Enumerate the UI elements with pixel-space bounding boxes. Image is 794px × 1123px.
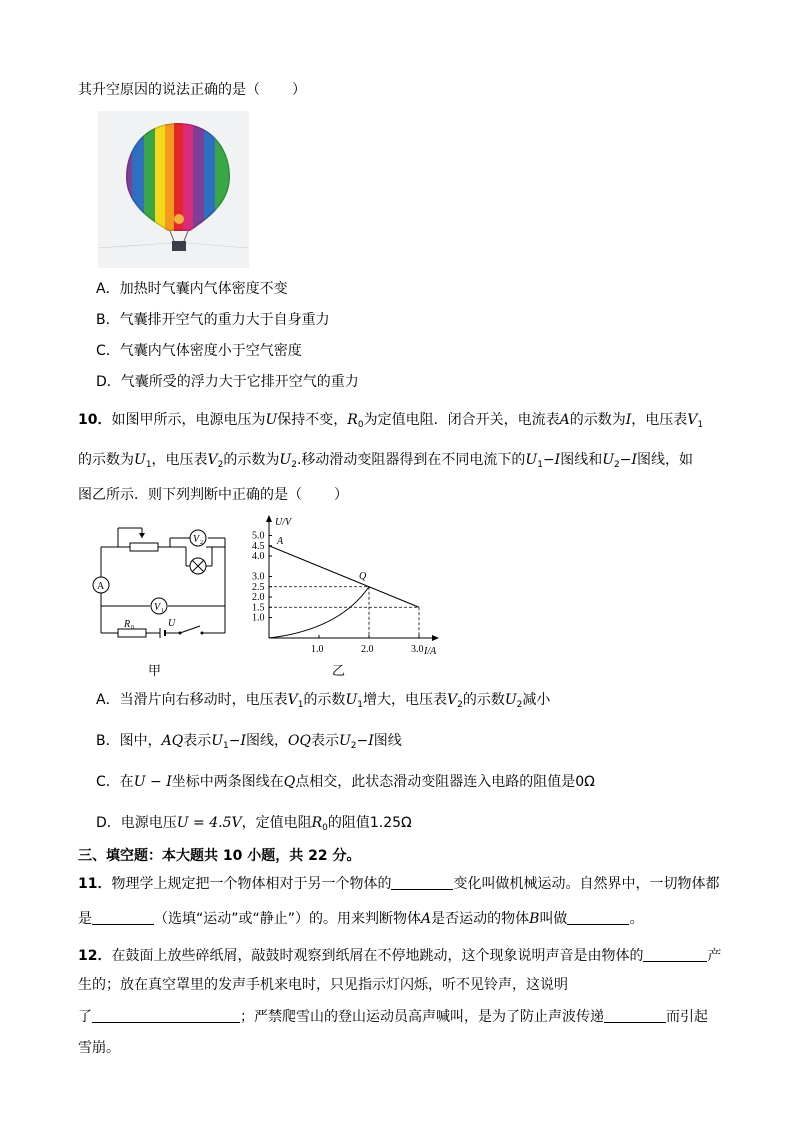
q10-option-b[interactable]: B．图中，AQ表示$U_1-I$图线，OQ表示$U_2-I$图线 bbox=[96, 733, 402, 751]
y-tick-label: 4.5 bbox=[252, 540, 265, 552]
q12-line3: 了 ；严禁爬雪山的登山运动员高声喊叫，是为了防止声波传递 而引起 bbox=[78, 1006, 708, 1027]
q9-option-c[interactable]: C．气囊内气体密度小于空气密度 bbox=[96, 343, 302, 359]
q10-option-a[interactable]: A．当滑片向右移动时，电压表$V_1$的示数$U_1$增大，电压表$V_2$的示数$U_2$减小 bbox=[96, 692, 551, 710]
section-heading: 三、填空题：本大题共 10 小题，共 22 分。 bbox=[78, 848, 361, 864]
circuit-v2-sub: 2 bbox=[200, 540, 203, 546]
q9-stem: 其升空原因的说法正确的是（ ） bbox=[78, 82, 306, 98]
circuit-r0-label: R bbox=[124, 619, 131, 630]
ui-graph bbox=[242, 514, 452, 664]
q12-line4: 雪崩。 bbox=[78, 1040, 120, 1056]
q9-option-b[interactable]: B．气囊排开空气的重力大于自身重力 bbox=[96, 312, 330, 328]
y-tick-label: 1.0 bbox=[252, 612, 265, 624]
point-q-label: Q bbox=[359, 571, 367, 582]
circuit-diagram bbox=[88, 518, 238, 678]
point-a-label: A bbox=[277, 536, 284, 547]
q11-blank-3[interactable] bbox=[567, 908, 629, 925]
q12-blank-3[interactable] bbox=[604, 1006, 666, 1023]
q12-blank-1[interactable] bbox=[643, 945, 707, 962]
circuit-v1-label: V bbox=[154, 602, 161, 613]
q9-option-d[interactable]: D．气囊所受的浮力大于它排开空气的重力 bbox=[96, 374, 359, 390]
q10-option-c[interactable]: C．在U − I坐标中两条图线在Q点相交，此状态滑动变阻器连入电路的阻值是0Ω bbox=[96, 774, 595, 790]
circuit-v1-sub: 1 bbox=[161, 608, 164, 614]
q9-option-a[interactable]: A．加热时气囊内气体密度不变 bbox=[96, 281, 288, 297]
circuit-ammeter-label: A bbox=[97, 581, 105, 592]
q11-blank-1[interactable] bbox=[391, 873, 453, 890]
y-tick-label: 4.0 bbox=[252, 551, 265, 562]
y-tick-label: 1.5 bbox=[252, 602, 265, 614]
q10-stem-line3: 图乙所示．则下列判断中正确的是（ ） bbox=[78, 487, 348, 503]
q12-line1: 12．在鼓面上放些碎纸屑，敲鼓时观察到纸屑在不停地跳动，这个现象说明声音是由物体的 产 bbox=[78, 945, 721, 966]
q10-stem-line1: 10．如图甲所示，电源电压为U保持不变，$R_0$为定值电阻．闭合开关，电流表A的示数为I，电压表$V_1$ bbox=[78, 412, 704, 430]
y-axis-unit: U/V bbox=[275, 517, 292, 528]
x-axis-arrow bbox=[432, 635, 439, 641]
circuit-v2-label: V bbox=[193, 534, 200, 545]
circuit-u-label: U bbox=[168, 618, 176, 629]
figure-label-yi: 乙 bbox=[332, 664, 346, 679]
hot-air-balloon-image bbox=[98, 111, 249, 268]
x-tick-label: 3.0 bbox=[411, 644, 424, 655]
q11-blank-2[interactable] bbox=[92, 908, 154, 925]
q10-stem-line2: 的示数为$U_1$，电压表$V_2$的示数为$U_2$.移动滑动变阻器得到在不同电流下的$U_1-I$图线和$U_2-I$图线，如 bbox=[78, 452, 694, 470]
q12-line2: 生的；放在真空罩里的发声手机来电时，只见指示灯闪烁，听不见铃声，这说明 bbox=[78, 977, 568, 993]
y-tick-label: 3.0 bbox=[252, 571, 265, 583]
q11-line1: 11．物理学上规定把一个物体相对于另一个物体的 变化叫做机械运动。自然界中，一切物体都 bbox=[78, 873, 719, 894]
y-tick-label: 2.0 bbox=[252, 592, 265, 603]
y-tick-label: 5.0 bbox=[252, 530, 265, 542]
x-tick-label: 2.0 bbox=[361, 644, 374, 655]
series-aq-line bbox=[269, 546, 419, 608]
series-oq-curve bbox=[269, 587, 369, 638]
y-axis-arrow bbox=[266, 515, 272, 522]
circuit-r0-sub: 0 bbox=[131, 625, 134, 631]
y-tick-label: 2.5 bbox=[252, 581, 265, 593]
x-tick-label: 1.0 bbox=[311, 644, 324, 655]
q12-blank-2[interactable] bbox=[92, 1006, 240, 1023]
x-axis-unit: I/A bbox=[424, 646, 437, 657]
figure-label-jia: 甲 bbox=[148, 664, 162, 679]
q10-option-d[interactable]: D．电源电压U = 4.5V，定值电阻$R_0$的阻值1.25Ω bbox=[96, 815, 412, 833]
q11-line2: 是 （选填“运动”或“静止”）的。用来判断物体A是否运动的物体B叫做 。 bbox=[78, 908, 643, 929]
